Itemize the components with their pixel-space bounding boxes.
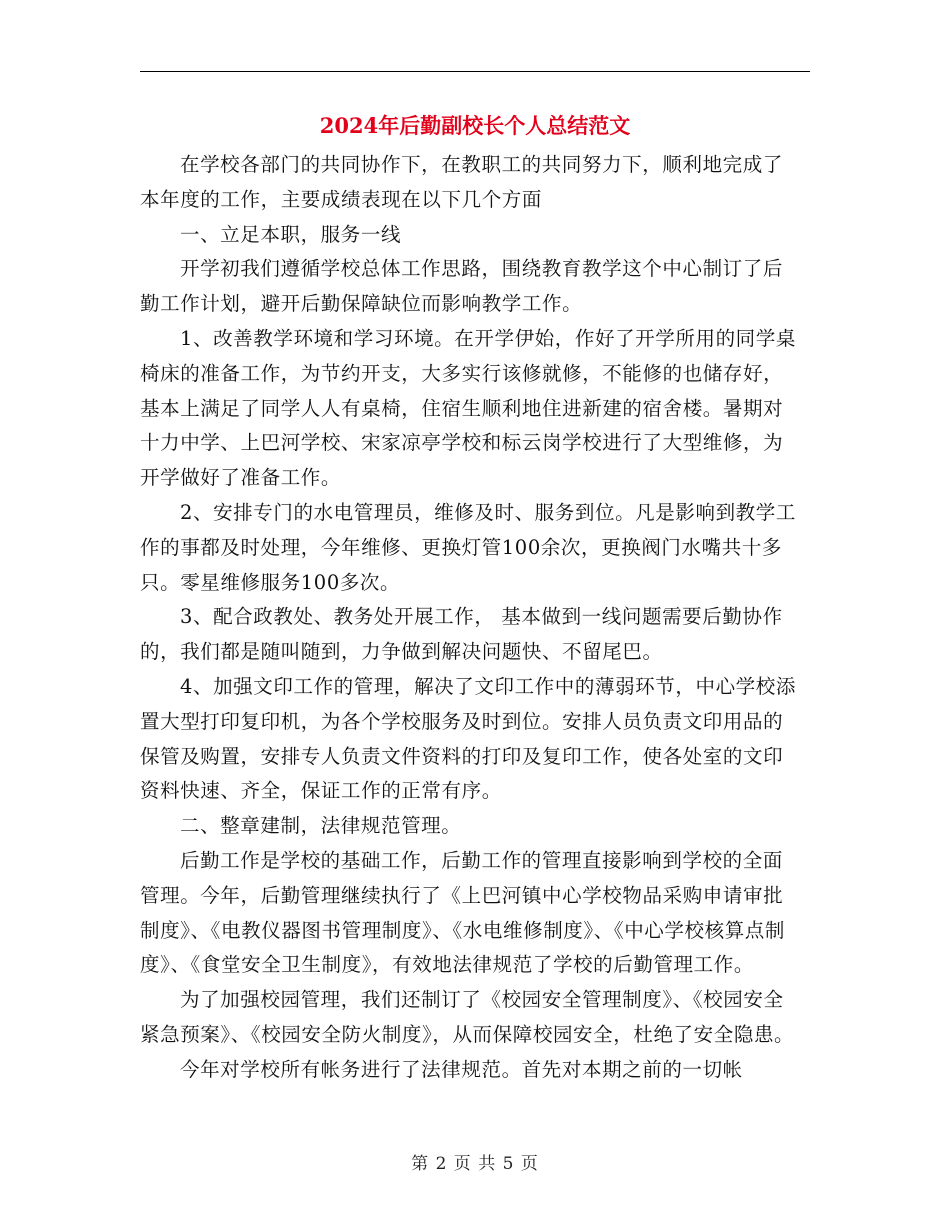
section-heading: 一、立足本职，服务一线 (179, 222, 402, 246)
body-paragraph: 4、加强文印工作的管理，解决了文印工作中的薄弱环节，中心学校添置大型打印复印机，为各个学校服务及时到位。安排人员负责文印用品的保管及购置，安排专人负责文件资料的打印及复印工作，使各处室的文印资料快速、齐全，保证工作的正常有序。 (140, 674, 796, 803)
body-paragraph: 1、改善教学环境和学习环境。在开学伊始，作好了开学所用的同学桌椅床的准备工作，为节约开支，大多实行该修就修，不能修的也储存好，基本上满足了同学人人有桌椅，住宿生顺利地住进新建的宿舍楼。暑期对十力中学、上巴河学校、宋家凉亭学校和标云岗学校进行了大型维修，为开学做好了准备工作。 (140, 326, 796, 490)
section-heading: 二、整章建制，法律规范管理。 (179, 814, 462, 838)
body-paragraph: 2、安排专门的水电管理员，维修及时、服务到位。凡是影响到教学工作的事都及时处理，今年维修、更换灯管100余次，更换阀门水嘴共十多只。零星维修服务100多次。 (140, 500, 796, 594)
body-paragraph: 今年对学校所有帐务进行了法律规范。首先对本期之前的一切帐 (179, 1057, 743, 1081)
body-paragraph: 在学校各部门的共同协作下，在教职工的共同努力下，顺利地完成了本年度的工作，主要成绩表现在以下几个方面 (140, 153, 783, 211)
document-title: 2024年后勤副校长个人总结范文 (319, 113, 631, 138)
body-paragraph: 开学初我们遵循学校总体工作思路，围绕教育教学这个中心制订了后勤工作计划，避开后勤保障缺位而影响教学工作。 (140, 257, 783, 316)
body-paragraph: 3、配合政教处、教务处开展工作， 基本做到一线问题需要后勤协作的，我们都是随叫随到，力争做到解决问题快、不留尾巴。 (140, 605, 783, 664)
body-paragraph: 后勤工作是学校的基础工作，后勤工作的管理直接影响到学校的全面管理。今年，后勤管理继续执行了《上巴河镇中心学校物品采购申请审批制度》、《电教仪器图书管理制度》、《水电维修制度》、《中心学校核算点制度》、《食堂安全卫生制度》，有效地法律规范了学校的后勤管理工作。 (140, 848, 786, 977)
header-rule (140, 71, 810, 72)
document-body (140, 148, 802, 1088)
page-number-footer: 第 2 页 共 5 页 (411, 1154, 539, 1174)
body-paragraph: 为了加强校园管理，我们还制订了《校园安全管理制度》、《校园安全紧急预案》、《校园安全防火制度》，从而保障校园安全，杜绝了安全隐患。 (140, 988, 795, 1046)
